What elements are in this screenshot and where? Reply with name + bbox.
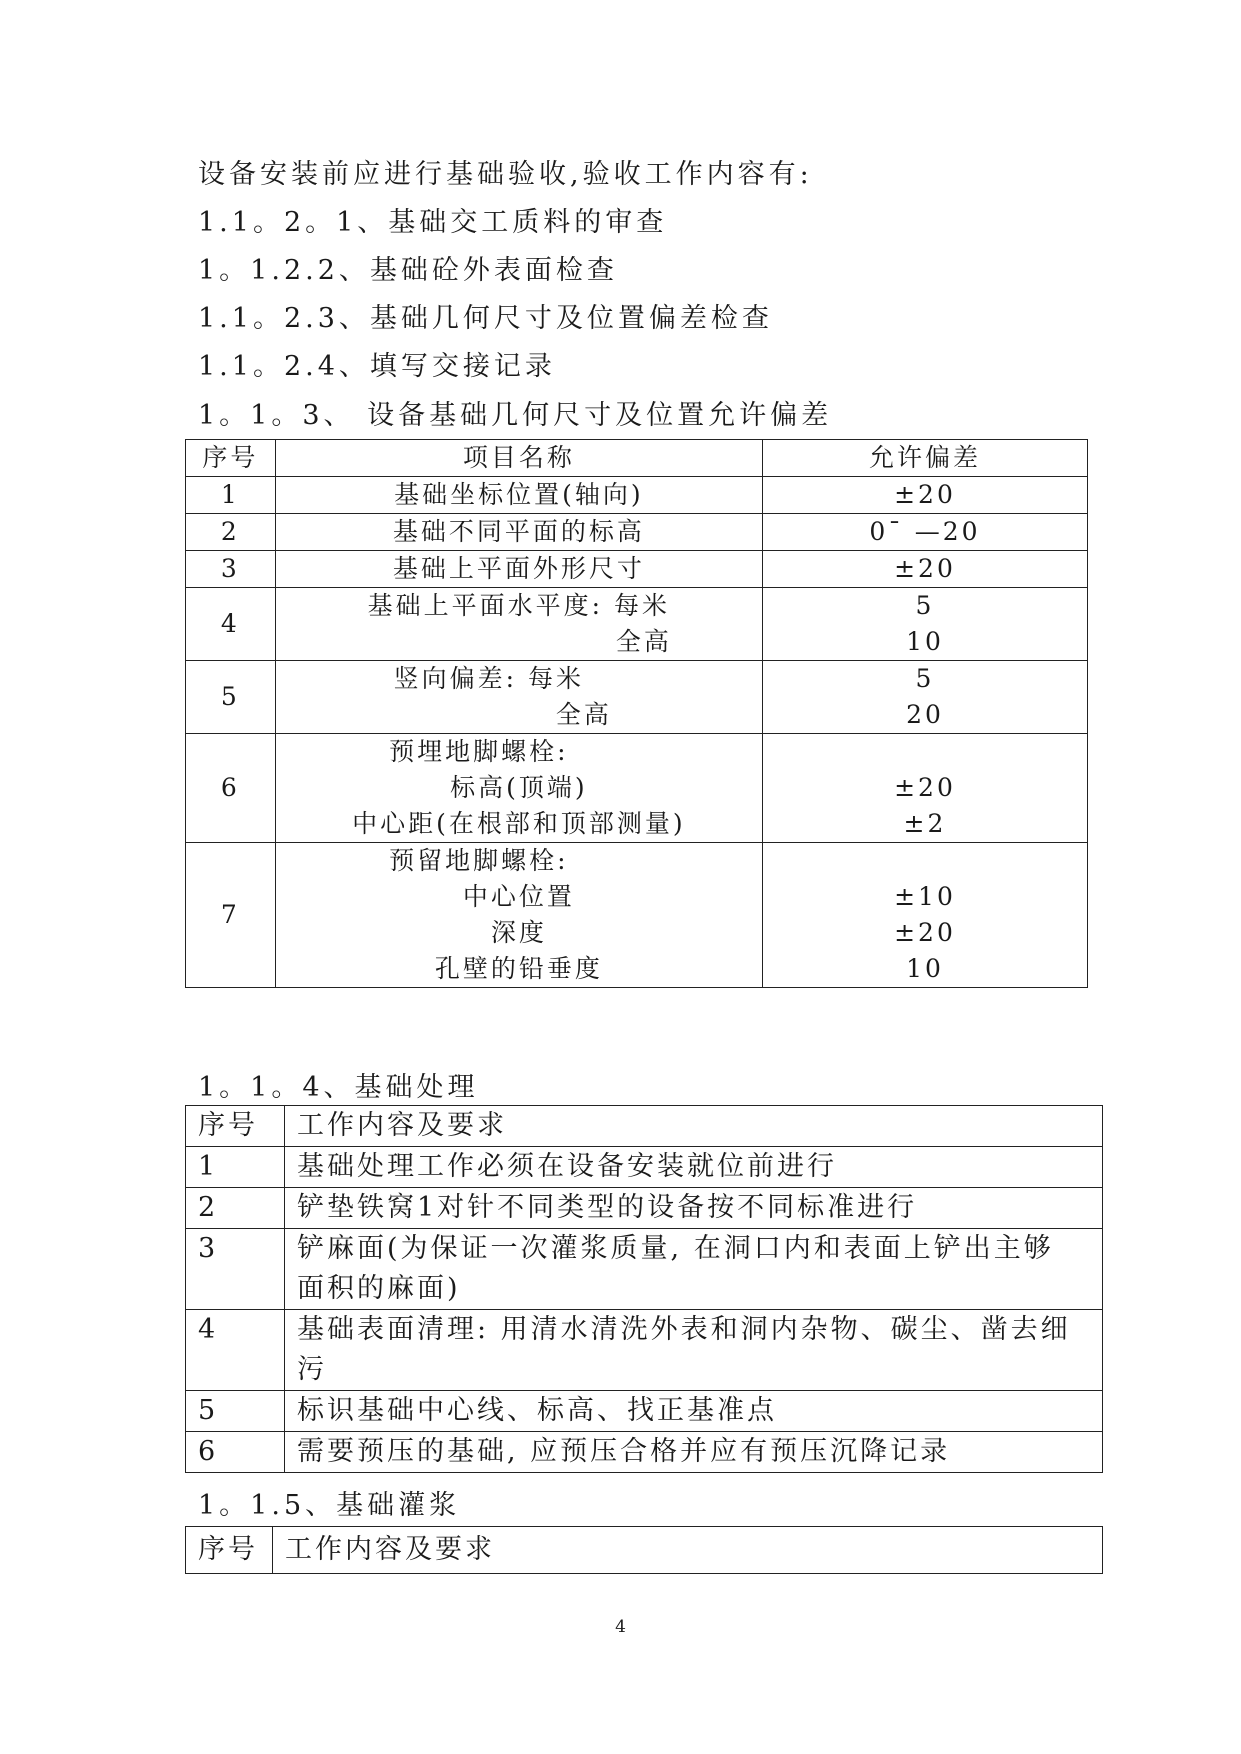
item-name: 基础不同平面的标高 — [275, 514, 762, 551]
tolerance-line: 20 — [906, 700, 944, 729]
item-line-3: 1.1。2.3、基础几何尺寸及位置偏差检查 — [198, 303, 773, 334]
item-name — [275, 843, 762, 988]
row-number: 2 — [186, 514, 276, 551]
tolerance-line — [763, 734, 1087, 770]
table-row — [186, 1391, 1103, 1432]
item-line-4: 1.1。2.4、填写交接记录 — [198, 351, 556, 382]
tolerance-line: ±20 — [894, 773, 956, 802]
header-cell: 序号 — [186, 1106, 285, 1147]
row-number: 6 — [186, 734, 276, 843]
requirement-text: 基础处理工作必须在设备安装就位前进行 — [285, 1147, 1103, 1188]
requirement-line: 面积的麻面) — [297, 1273, 461, 1304]
row-number: 4 — [186, 588, 276, 661]
tolerance-value — [762, 661, 1087, 734]
item-line-1: 1.1。2。1、基础交工质料的审查 — [198, 207, 668, 238]
tolerance-line: 10 — [906, 954, 944, 983]
requirement-line: 基础表面清理: 用清水清洗外表和洞内杂物、碳尘、凿去细 — [297, 1314, 1071, 1345]
requirement-text — [285, 1229, 1103, 1310]
item-name-line: 孔壁的铅垂度 — [434, 954, 603, 983]
row-number: 4 — [186, 1310, 285, 1391]
requirement-text: 需要预压的基础, 应预压合格并应有预压沉降记录 — [285, 1432, 1103, 1473]
item-name — [275, 734, 762, 843]
table-row — [186, 843, 1088, 988]
tolerance-table — [185, 439, 1088, 988]
table-header-row — [186, 1527, 1103, 1574]
row-number: 6 — [186, 1432, 285, 1473]
row-number: 7 — [186, 843, 276, 988]
table-row — [186, 477, 1088, 514]
table-row — [186, 734, 1088, 843]
tolerance-value — [762, 588, 1087, 661]
tolerance-line: ±2 — [903, 809, 947, 838]
page-number: 4 — [615, 1617, 626, 1637]
tolerance-line: ±10 — [894, 882, 956, 911]
header-cell: 项目名称 — [275, 440, 762, 477]
header-cell: 工作内容及要求 — [273, 1527, 1103, 1574]
row-number: 5 — [186, 1391, 285, 1432]
tolerance-value: 0¯ —20 — [762, 514, 1087, 551]
table-row — [186, 588, 1088, 661]
requirement-line: 污 — [297, 1354, 327, 1385]
item-name — [275, 661, 762, 734]
item-name-line: 标高(顶端) — [450, 773, 588, 802]
header-cell: 序号 — [186, 440, 276, 477]
table-header-row — [186, 440, 1088, 477]
intro-line: 设备安装前应进行基础验收,验收工作内容有: — [198, 159, 813, 190]
table-row — [186, 1432, 1103, 1473]
tolerance-line — [763, 843, 1087, 879]
tolerance-line: ±20 — [894, 918, 956, 947]
requirement-text — [285, 1310, 1103, 1391]
item-name: 基础上平面外形尺寸 — [275, 551, 762, 588]
row-number: 1 — [186, 1147, 285, 1188]
requirement-line: 铲麻面(为保证一次灌浆质量, 在洞口内和表面上铲出主够 — [297, 1233, 1054, 1264]
table-row — [186, 551, 1088, 588]
section-5-heading: 1。1.5、基础灌浆 — [198, 1490, 461, 1521]
row-number: 1 — [186, 477, 276, 514]
item-name-line: 中心位置 — [462, 882, 575, 911]
table-row — [186, 1310, 1103, 1391]
table-row — [186, 661, 1088, 734]
item-name: 基础坐标位置(轴向) — [275, 477, 762, 514]
tolerance-value: ±20 — [762, 551, 1087, 588]
requirement-text: 铲垫铁窝1对针不同类型的设备按不同标准进行 — [285, 1188, 1103, 1229]
tolerance-value — [762, 734, 1087, 843]
section-3-heading: 1。1。3、 设备基础几何尺寸及位置允许偏差 — [198, 400, 833, 431]
tolerance-value: ±20 — [762, 477, 1087, 514]
item-name — [275, 588, 762, 661]
item-name-line: 深度 — [490, 918, 547, 947]
table-row — [186, 1229, 1103, 1310]
header-cell: 工作内容及要求 — [285, 1106, 1103, 1147]
tolerance-line: 10 — [906, 627, 944, 656]
row-number: 2 — [186, 1188, 285, 1229]
tolerance-value — [762, 843, 1087, 988]
item-name-line: 预留地脚螺栓: — [389, 846, 569, 875]
header-cell: 允许偏差 — [762, 440, 1087, 477]
tolerance-line: 5 — [915, 591, 935, 620]
item-line-2: 1。1.2.2、基础砼外表面检查 — [198, 255, 618, 286]
item-name-line: 全高 — [555, 700, 612, 729]
row-number: 3 — [186, 551, 276, 588]
item-name-line: 基础上平面水平度: 每米 — [367, 591, 671, 620]
item-name-line: 预埋地脚螺栓: — [389, 737, 569, 766]
header-cell: 序号 — [186, 1527, 273, 1574]
table-row — [186, 514, 1088, 551]
tolerance-line: 5 — [915, 664, 935, 693]
requirement-text: 标识基础中心线、标高、找正基准点 — [285, 1391, 1103, 1432]
table-row — [186, 1188, 1103, 1229]
section-4-heading: 1。1。4、基础处理 — [198, 1072, 479, 1103]
item-name-line: 竖向偏差: 每米 — [393, 664, 585, 693]
item-name-line: 中心距(在根部和顶部测量) — [352, 809, 686, 838]
row-number: 5 — [186, 661, 276, 734]
item-name-line: 全高 — [615, 627, 672, 656]
table-row — [186, 1147, 1103, 1188]
row-number: 3 — [186, 1229, 285, 1310]
foundation-treatment-table — [185, 1105, 1103, 1473]
table-header-row — [186, 1106, 1103, 1147]
grouting-table — [185, 1526, 1103, 1574]
